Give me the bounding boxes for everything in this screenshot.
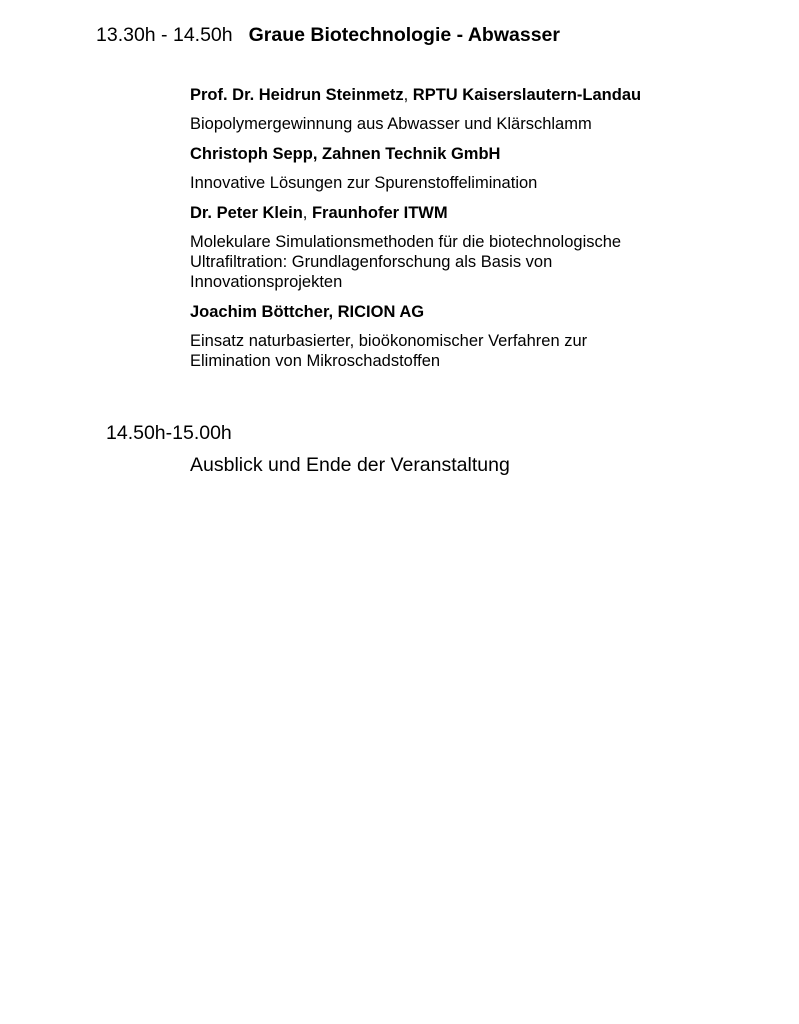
talk-speaker: Prof. Dr. Heidrun Steinmetz, RPTU Kaiserslautern-Landau — [190, 86, 642, 104]
session-time: 13.30h - 14.50h — [96, 24, 233, 46]
closing-time: 14.50h-15.00h — [106, 422, 232, 444]
talk-title: Molekulare Simulationsmethoden für die biotechnologische Ultrafiltration: Grundlagenforschung als Basis von Innovationsprojekten — [190, 233, 622, 291]
speaker-name: Prof. Dr. Heidrun Steinmetz — [190, 86, 404, 104]
talk-item — [190, 85, 780, 134]
talk-title: Biopolymergewinnung aus Abwasser und Klärschlamm — [190, 115, 592, 133]
speaker-affiliation: RPTU Kaiserslautern-Landau — [412, 86, 642, 104]
closing-text: Ausblick und Ende der Veranstaltung — [190, 454, 510, 476]
talk-item — [190, 302, 780, 371]
talk-speaker: Joachim Böttcher, RICION AG — [190, 303, 425, 321]
talk-item — [190, 203, 780, 292]
speaker-affiliation: Fraunhofer ITWM — [311, 204, 448, 222]
talk-title: Einsatz naturbasierter, bioökonomischer Verfahren zur Elimination von Mikroschadstoffen — [190, 332, 588, 370]
talk-speaker: Christoph Sepp, Zahnen Technik GmbH — [190, 145, 501, 163]
session-title: Graue Biotechnologie - Abwasser — [248, 24, 560, 46]
speaker-name: Dr. Peter Klein — [190, 204, 303, 222]
talk-list — [190, 85, 780, 381]
session-header — [96, 22, 560, 48]
talk-speaker: Dr. Peter Klein, Fraunhofer ITWM — [190, 204, 448, 222]
talk-title: Innovative Lösungen zur Spurenstoffelimination — [190, 174, 538, 192]
talk-item — [190, 144, 780, 193]
